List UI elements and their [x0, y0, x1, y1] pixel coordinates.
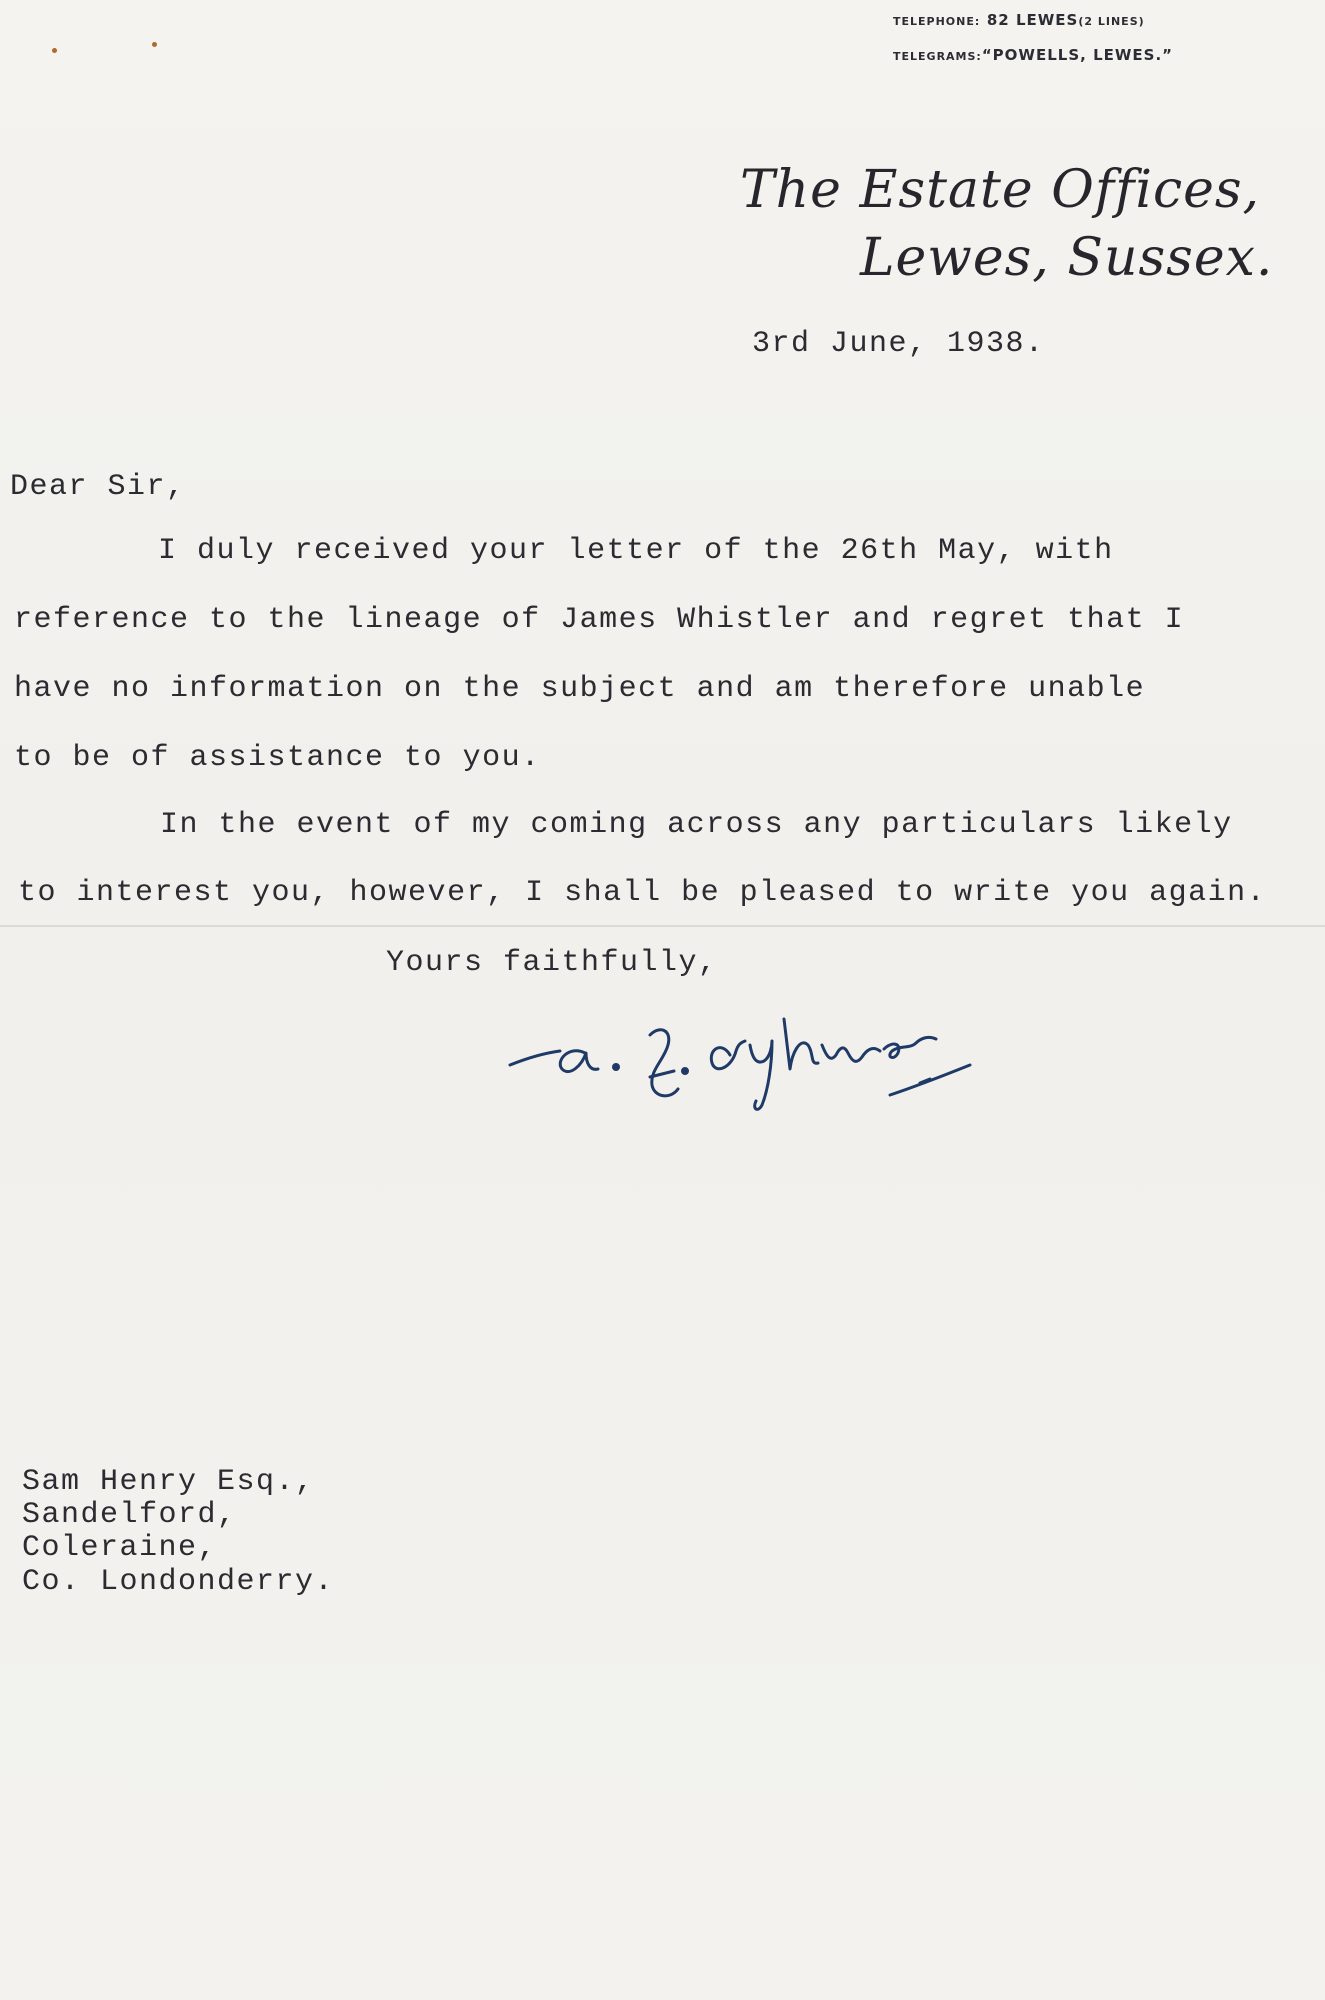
body-line: I duly received your letter of the 26th May, with: [158, 534, 1114, 568]
telegrams-value: “POWELLS, LEWES.”: [981, 46, 1174, 64]
body-line: to interest you, however, I shall be pleased to write you again.: [18, 876, 1267, 910]
body-line: have no information on the subject and am therefore unable: [14, 672, 1146, 706]
telegrams-label: TELEGRAMS:: [893, 50, 982, 63]
recipient-line: Sandelford,: [22, 1498, 237, 1532]
handwritten-signature: [500, 1005, 1070, 1125]
telephone-line: [893, 10, 1145, 29]
salutation: Dear Sir,: [10, 470, 186, 504]
telephone-note: (2 LINES): [1078, 15, 1145, 28]
paper-speck: [52, 48, 57, 53]
paper-speck: [152, 42, 157, 47]
recipient-line: Sam Henry Esq.,: [22, 1465, 315, 1499]
body-line: reference to the lineage of James Whistler and regret that I: [14, 603, 1185, 637]
body-line: In the event of my coming across any particulars likely: [160, 808, 1233, 842]
telephone-value: 82 LEWES: [986, 11, 1079, 29]
paper-fold-line: [0, 925, 1325, 927]
closing: Yours faithfully,: [386, 946, 718, 980]
recipient-line: Coleraine,: [22, 1531, 218, 1565]
letterhead-address-line1: The Estate Offices,: [740, 160, 1261, 220]
letterhead-address-line2: Lewes, Sussex.: [860, 228, 1274, 288]
letter-date: 3rd June, 1938.: [752, 327, 1045, 361]
telegrams-line: [893, 45, 1173, 64]
body-line: to be of assistance to you.: [14, 741, 541, 775]
recipient-line: Co. Londonderry.: [22, 1565, 335, 1599]
telephone-label: TELEPHONE:: [893, 15, 981, 28]
